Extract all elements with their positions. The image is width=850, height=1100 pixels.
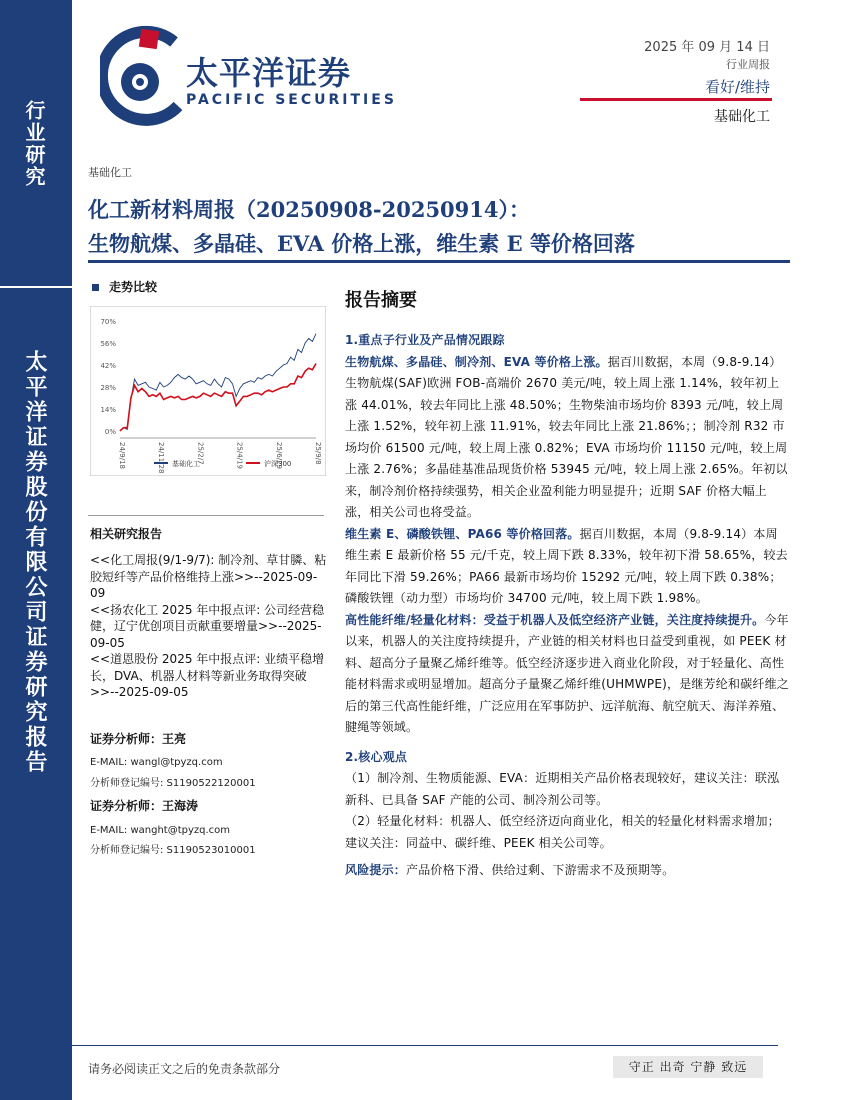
footer-rule bbox=[72, 1045, 778, 1046]
y-tick-label: 0% bbox=[104, 427, 116, 436]
summary-heading: 报告摘要 bbox=[345, 290, 417, 311]
related-reports-list bbox=[90, 552, 328, 860]
risk-note bbox=[345, 860, 789, 882]
paragraph-highlight: 维生素 E、磷酸铁锂、PA66 等价格回落。 bbox=[345, 526, 580, 541]
logo-english-name: PACIFIC SECURITIES bbox=[186, 92, 397, 108]
summary-body bbox=[345, 330, 789, 882]
trend-heading bbox=[92, 278, 157, 295]
paragraph-text: 今年以来，机器人的关注度持续提升，产业链的相关材料也日益受到重视，如 PEEK 材料、超高分子量聚乙烯纤维等。低空经济逐步进入商业化阶段，对于轻量化、高性能材料需求或明显增加。超高分子量聚乙烯纤维(UHMWPE)，是继芳纶和碳纤维之后的第三代高性能纤维，广泛应用在军事防护、远洋航海、航空航天、海洋养殖、腱绳等领域。 bbox=[345, 612, 790, 734]
summary-paragraph bbox=[345, 524, 789, 610]
y-tick-label: 14% bbox=[100, 405, 116, 414]
y-tick-label: 56% bbox=[100, 340, 116, 349]
report-date: 2025 年 09 月 14 日 bbox=[644, 40, 770, 55]
sidebar-top-band bbox=[0, 0, 72, 288]
y-tick-label: 28% bbox=[100, 383, 116, 392]
section-heading: 1.重点子行业及产品情况跟踪 bbox=[345, 333, 505, 347]
footer-motto: 守正 出奇 宁静 致远 bbox=[613, 1056, 763, 1078]
risk-text: 产品价格下滑、供给过剩、下游需求不及预期等。 bbox=[406, 863, 675, 877]
series-line bbox=[120, 334, 316, 431]
x-tick-label: 25/4/19 bbox=[235, 442, 244, 469]
core-view-1: （1）制冷剂、生物质能源、EVA：近期相关产品价格表现较好，建议关注：联泓新科、已具备 SAF 产能的公司、制冷剂公司等。 bbox=[345, 771, 780, 807]
company-logo-icon bbox=[100, 20, 186, 132]
risk-label: 风险提示： bbox=[345, 863, 407, 877]
x-tick-label: 24/9/18 bbox=[118, 442, 126, 469]
related-reports-heading: 相关研究报告 bbox=[90, 527, 163, 541]
related-report-item[interactable]: <<道恩股份 2025 年中报点评: 业绩平稳增长，DVA、机器人材料等新业务取得突破>>--2025-09-05 bbox=[90, 652, 325, 699]
square-bullet-icon bbox=[92, 284, 99, 291]
sector-small-label: 基础化工 bbox=[88, 166, 132, 179]
paragraph-text: 据百川数据，本周（9.8-9.14）生物航煤(SAF)欧洲 FOB-高端价 2670 美元/吨，较上周上涨 1.14%，较年初上涨 44.01%，较去年同比上涨 48.50%；生物柴油市场均价 8393 元/吨，较上周上涨 1.52%，较年初上涨 11.91%，较去年同比上涨 21.86%；；制冷剂 R32 市场均价 61500 元/吨，较上周上涨 0.82%；EVA 市场均价 11150 元/吨，较上周上涨 2.76%；多晶硅基准品现货价格 53945 元/吨，较上周上涨 2.65%。年初以来，制冷剂价格持续强势，相关企业盈利能力明显提升；近期 SAF 价格大幅上涨，相关公司也将受益。 bbox=[345, 354, 788, 519]
report-type: 行业周报 bbox=[726, 58, 770, 71]
logo-chinese-name: 太平洋证券 bbox=[186, 54, 352, 92]
summary-paragraph bbox=[345, 610, 789, 739]
paragraph-highlight: 生物航煤、多晶硅、制冷剂、EVA 等价格上涨。 bbox=[345, 354, 608, 369]
analyst-registration: 分析师登记编号: S1190522120001 bbox=[90, 777, 256, 789]
sector-label: 基础化工 bbox=[714, 109, 770, 125]
y-tick-label: 42% bbox=[100, 362, 116, 371]
paragraph-text: 据百川数据，本周（9.8-9.14）本周维生素 E 最新价格 55 元/千克，较上周下跌 8.33%，较年初下滑 58.65%，较去年同比下滑 59.26%；PA66 最新市场均价 15292 元/吨，较上周下跌 0.38%；磷酸铁锂（动力型）市场均价 34700 元/吨，较上周下跌 1.98%。 bbox=[345, 526, 788, 605]
header-red-rule bbox=[580, 98, 772, 101]
section-heading: 2.核心观点 bbox=[345, 749, 408, 764]
sidebar-category-text: 行业研究 bbox=[22, 100, 46, 188]
analyst-email[interactable]: E-MAIL: wanght@tpyzq.com bbox=[90, 824, 231, 836]
x-tick-label: 25/6/29 bbox=[274, 442, 283, 469]
x-tick-label: 25/9/8 bbox=[314, 442, 322, 465]
report-title-line1: 化工新材料周报（20250908-20250914）： bbox=[88, 197, 531, 222]
x-tick-label: 25/2/7 bbox=[196, 442, 205, 465]
paragraph-highlight: 高性能纤维/轻量化材料：受益于机器人及低空经济产业链，关注度持续提升。 bbox=[345, 612, 765, 627]
related-report-item[interactable]: <<化工周报(9/1-9/7): 制冷剂、草甘膦、粘胶短纤等产品价格维持上涨>>--2025-09-09 bbox=[90, 553, 327, 600]
legend-label: 沪深300 bbox=[264, 460, 292, 468]
summary-paragraph bbox=[345, 352, 789, 524]
sidebar-company-text: 太平洋证券股份有限公司证券研究报告 bbox=[22, 350, 48, 775]
analyst-name: 证券分析师：王海涛 bbox=[90, 799, 199, 813]
rating-label: 看好/维持 bbox=[704, 78, 770, 96]
footer-disclaimer: 请务必阅读正文之后的免责条款部分 bbox=[88, 1062, 281, 1076]
x-tick-label: 24/11/28 bbox=[157, 442, 166, 474]
analyst-name: 证券分析师：王亮 bbox=[90, 731, 187, 746]
analyst-email[interactable]: E-MAIL: wangl@tpyzq.com bbox=[90, 757, 223, 768]
trend-heading-text: 走势比较 bbox=[109, 280, 158, 294]
title-rule bbox=[88, 260, 790, 263]
report-title-line2: 生物航煤、多晶硅、EVA 价格上涨，维生素 E 等价格回落 bbox=[88, 231, 635, 256]
analyst-registration: 分析师登记编号: S1190523010001 bbox=[90, 845, 256, 856]
sidebar-bottom-band bbox=[0, 288, 72, 1100]
legend-label: 基础化工 bbox=[172, 460, 200, 468]
y-tick-label: 70% bbox=[100, 318, 116, 327]
related-report-item[interactable]: <<扬农化工 2025 年中报点评: 公司经营稳健，辽宁优创项目贡献重要增量>>--2025-09-05 bbox=[90, 602, 325, 650]
core-view-2: （2）轻量化材料：机器人、低空经济迈向商业化，相关的轻量化材料需求增加；建议关注：同益中、碳纤维、PEEK 相关公司等。 bbox=[345, 814, 780, 850]
chart-bottom-rule bbox=[88, 515, 324, 516]
series-line bbox=[120, 364, 316, 431]
trend-chart bbox=[90, 306, 326, 476]
